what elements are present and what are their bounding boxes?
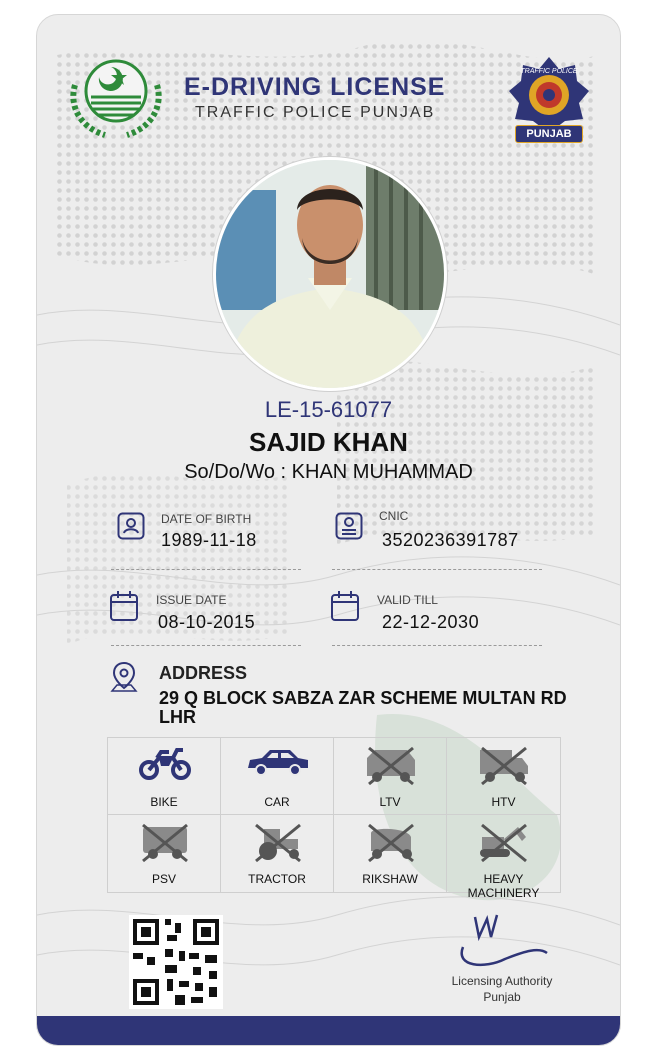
license-number: LE-15-61077 (264, 397, 393, 422)
category-cell-rikshaw (334, 815, 447, 892)
qr-code-icon (129, 915, 223, 1009)
category-cell-htv (447, 738, 560, 815)
issue-date-value: 08-10-2015 (158, 612, 256, 632)
authority-line-2: Punjab (483, 990, 521, 1004)
rickshaw-icon (365, 823, 417, 863)
category-cell-ltv (334, 738, 447, 815)
address-label: ADDRESS (159, 663, 248, 683)
category-cell-tractor (221, 815, 334, 892)
card-subtitle: TRAFFIC POLICE PUNJAB (195, 104, 436, 121)
category-cell-car (221, 738, 334, 815)
id-card-icon (117, 512, 145, 540)
tractor-icon (252, 823, 304, 863)
traffic-police-badge (507, 55, 591, 145)
car-icon (246, 746, 310, 780)
divider (111, 645, 301, 646)
bus-icon (139, 823, 191, 863)
cnic-label: CNIC (379, 509, 409, 523)
valid-till-value: 22-12-2030 (382, 612, 480, 632)
category-cell-heavy-machinery (447, 815, 560, 900)
person-photo-icon (216, 160, 444, 388)
category-label: PSV (151, 872, 176, 886)
dob-value: 1989-11-18 (161, 530, 257, 550)
category-label: HTV (491, 795, 516, 809)
category-cell-psv (108, 815, 221, 892)
licensing-authority (432, 973, 572, 1005)
punjab-emblem-icon (65, 55, 167, 141)
holder-name: SAJID KHAN (249, 427, 408, 457)
license-card (36, 14, 621, 1046)
badge-top-text: TRAFFIC POLICE (520, 68, 578, 75)
address-value: 29 Q BLOCK SABZA ZAR SCHEME MULTAN RD LHR (159, 688, 567, 727)
divider (332, 569, 542, 570)
category-label: RIKSHAW (362, 872, 418, 886)
cnic-icon (335, 512, 363, 540)
holder-photo (213, 157, 447, 391)
category-label: HEAVY MACHINERY (467, 872, 540, 900)
truck-icon (478, 746, 530, 786)
motorbike-icon (139, 746, 191, 780)
excavator-icon (478, 823, 530, 863)
category-label: BIKE (150, 795, 178, 809)
divider (111, 569, 301, 570)
category-label: TRACTOR (248, 872, 306, 886)
signature-icon (455, 907, 555, 977)
category-label: CAR (264, 795, 290, 809)
issue-date-label: ISSUE DATE (156, 593, 227, 607)
calendar-icon (330, 590, 360, 622)
holder-relation: So/Do/Wo : KHAN MUHAMMAD (184, 461, 473, 483)
calendar-icon (109, 590, 139, 622)
bottom-bar (37, 1016, 620, 1046)
cnic-value: 3520236391787 (382, 530, 519, 550)
dob-label: DATE OF BIRTH (161, 512, 252, 526)
van-icon (365, 746, 417, 786)
valid-till-label: VALID TILL (377, 593, 438, 607)
category-cell-bike (108, 738, 221, 815)
location-pin-icon (109, 661, 139, 693)
vehicle-category-grid (107, 737, 561, 900)
divider (332, 645, 542, 646)
category-label: LTV (379, 795, 401, 809)
card-title: E-DRIVING LICENSE (184, 73, 446, 101)
authority-line-1: Licensing Authority (451, 974, 553, 988)
badge-bottom-text: PUNJAB (515, 125, 583, 143)
